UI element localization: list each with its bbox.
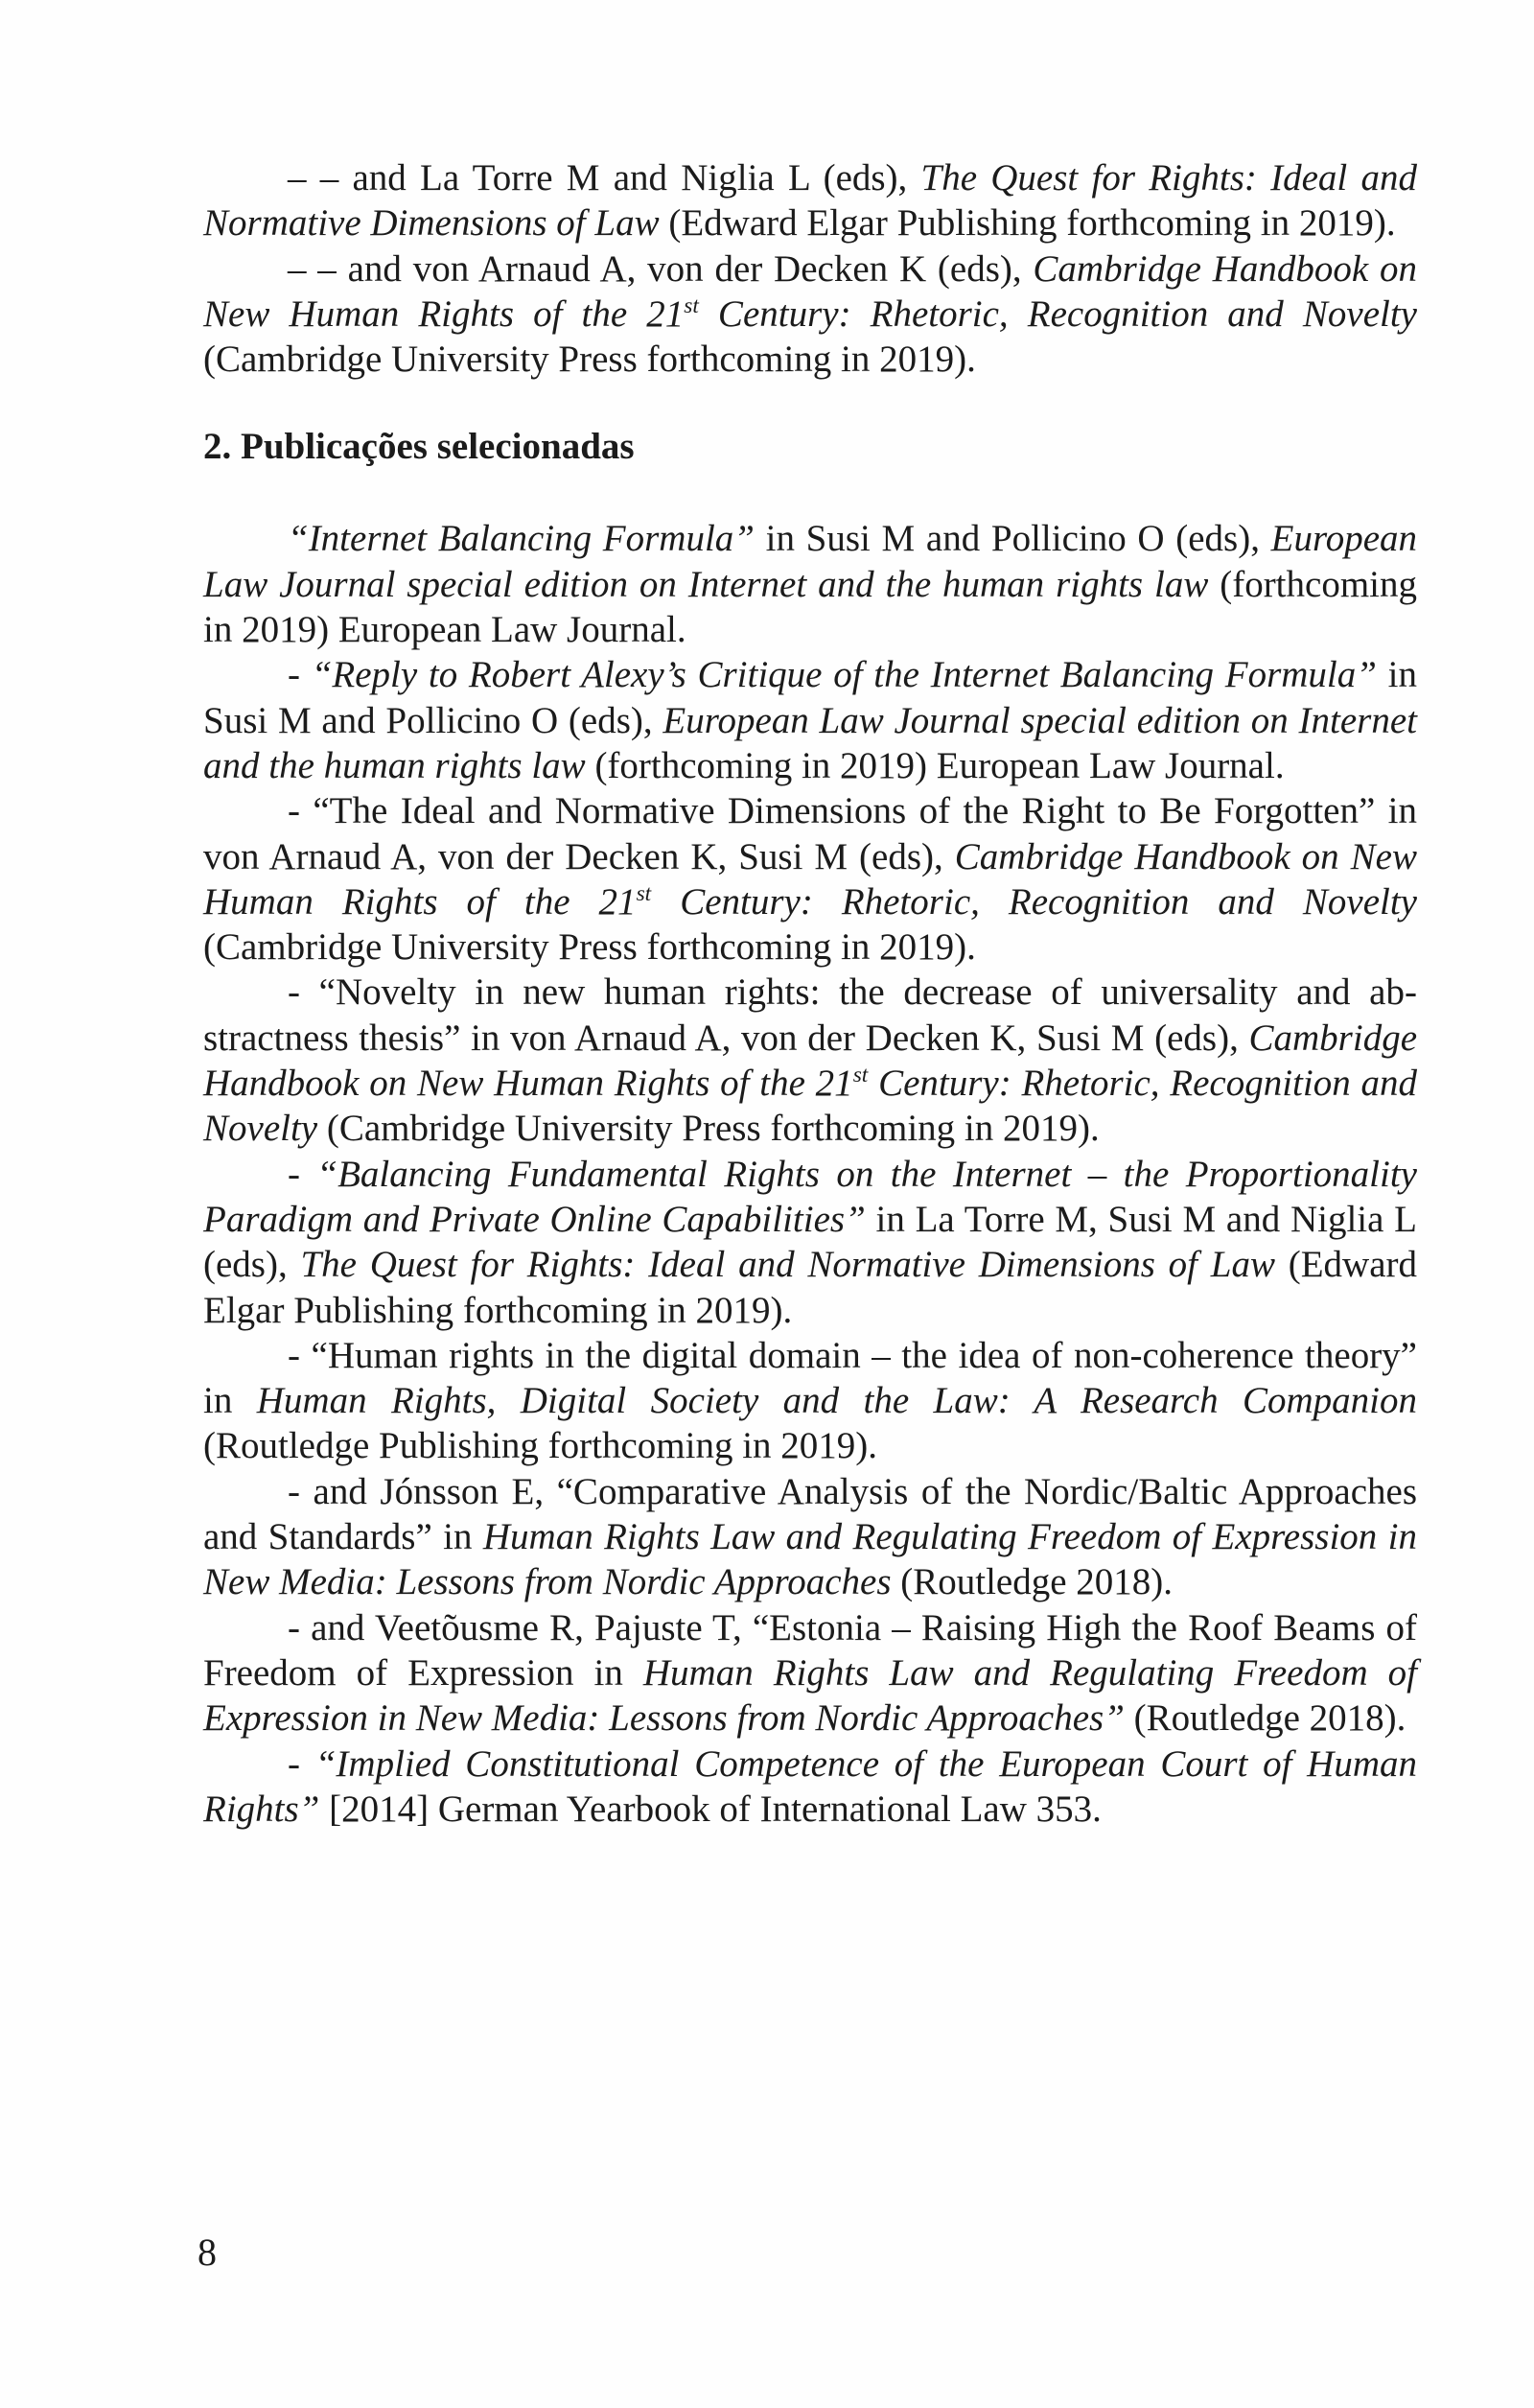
entry-text: (Edward Elgar Publishing forthcoming in 2019). bbox=[659, 202, 1396, 245]
ordinal-superscript: st bbox=[684, 292, 699, 318]
italic-title-text: Cambridge Handbook on New Human Rights of the 21 bbox=[203, 247, 1417, 335]
bibliography-entry bbox=[203, 788, 1417, 970]
entry-text: – – and von Arnaud A, von der Decken K (eds), bbox=[288, 247, 1034, 290]
bibliography-entry bbox=[203, 652, 1417, 788]
entry-text: - and Veetõusme R, Pajuste T, “Estonia – Raising High the Roof Beams of Freedom of Expression in bbox=[203, 1606, 1417, 1694]
italic-title-text: Century: Rhetoric, Recognition and Novelty bbox=[651, 880, 1417, 923]
bibliography-entry bbox=[203, 1605, 1417, 1742]
page-content bbox=[203, 155, 1417, 1832]
page-number: 8 bbox=[198, 2231, 217, 2274]
italic-title-text: Human Rights, Digital Society and the Law: A Research Companion bbox=[256, 1380, 1418, 1422]
italic-title-text: “Reply to Robert Alexy’s Critique of the Internet Balancing Formula” bbox=[311, 654, 1377, 696]
bibliography-entry bbox=[203, 1152, 1417, 1333]
entry-text: - “The Ideal and Normative Dimensions of the Right to Be Forgotten” in von Arnaud A, von der Decken K, Susi M (eds), bbox=[203, 790, 1417, 877]
italic-title-text: The Quest for Rights: Ideal and Normative Dimensions of Law bbox=[203, 157, 1417, 245]
reference-list-continued bbox=[203, 155, 1417, 382]
entry-text: - bbox=[288, 1742, 315, 1785]
entry-text: (Edward Elgar Publishing forthcoming in 2019). bbox=[203, 1244, 1418, 1331]
bibliography-entry bbox=[203, 155, 1417, 246]
italic-title-text: “Balancing Fundamental Rights on the Internet – the Proportionality Paradigm and Private Online Capabilities” bbox=[203, 1153, 1417, 1240]
entry-text: (Routledge 2018). bbox=[891, 1561, 1174, 1603]
entry-text: (forthcoming in 2019) European Law Journal. bbox=[203, 563, 1417, 651]
entry-text: in Susi M and Pollicino O (eds), bbox=[755, 518, 1271, 560]
entry-text: – – and La Torre M and Niglia L (eds), bbox=[288, 157, 921, 199]
bibliography-entry bbox=[203, 516, 1417, 652]
bibliography-entry bbox=[203, 1469, 1417, 1605]
selected-publications-list bbox=[203, 516, 1417, 1832]
entry-text: - and Jónsson E, “Comparative Analysis of the Nordic/Baltic Approaches and Standards” in bbox=[203, 1470, 1417, 1558]
ordinal-superscript: st bbox=[852, 1063, 869, 1088]
italic-title-text: Cambridge Handbook on New Human Rights of the 21 bbox=[203, 835, 1417, 923]
entry-text: - “Human rights in the digital domain – the idea of non-coherence theory” in bbox=[203, 1334, 1417, 1422]
entry-text: - bbox=[288, 654, 312, 696]
bibliography-entry bbox=[203, 246, 1417, 383]
bibliography-entry bbox=[203, 1742, 1417, 1833]
entry-text: (Routledge Publishing forthcoming in 2019). bbox=[203, 1425, 878, 1467]
entry-text: - “Novelty in new human rights: the decrease of universality and abstractness thesis” in von Arnaud A, von der Decken K, Susi M (eds), bbox=[203, 971, 1417, 1059]
entry-text: (Routledge 2018). bbox=[1124, 1697, 1406, 1740]
entry-text: (Cambridge University Press forthcoming in 2019). bbox=[203, 339, 976, 381]
bibliography-entry bbox=[203, 970, 1417, 1151]
entry-text: (Cambridge University Press forthcoming in 2019). bbox=[203, 926, 976, 969]
entry-text: in Susi M and Pollicino O (eds), bbox=[203, 654, 1417, 741]
bibliography-entry bbox=[203, 1333, 1417, 1469]
entry-text: [2014] German Yearbook of International Law 353. bbox=[319, 1788, 1102, 1830]
italic-title-text: Human Rights Law and Regulating Freedom of Expression in New Media: Lessons from Nordic Approaches” bbox=[203, 1651, 1418, 1740]
italic-title-text: Century: Rhetoric, Recognition and Novelty bbox=[203, 1063, 1417, 1150]
section-heading: 2. Publicações selecionadas bbox=[203, 426, 635, 468]
italic-title-text: “Internet Balancing Formula” bbox=[288, 518, 755, 560]
entry-text: in La Torre M, Susi M and Niglia L (eds), bbox=[203, 1198, 1417, 1286]
italic-title-text: Century: Rhetoric, Recognition and Novelty bbox=[698, 292, 1417, 335]
entry-text: (forthcoming in 2019) European Law Journal. bbox=[585, 744, 1285, 786]
entry-text: - bbox=[288, 1153, 317, 1195]
italic-title-text: Human Rights Law and Regulating Freedom of Expression in New Media: Lessons from Nordic Approaches bbox=[203, 1516, 1418, 1603]
italic-title-text: Cambridge Handbook on New Human Rights of the 21 bbox=[203, 1017, 1417, 1105]
ordinal-superscript: st bbox=[636, 880, 652, 906]
italic-title-text: European Law Journal special edition on Internet and the human rights law bbox=[203, 699, 1417, 786]
italic-title-text: “Implied Constitutional Competence of the European Court of Human Rights” bbox=[203, 1742, 1417, 1830]
italic-title-text: European Law Journal special edition on Internet and the human rights law bbox=[203, 518, 1418, 605]
entry-text: (Cambridge University Press forthcoming in 2019). bbox=[317, 1108, 1100, 1150]
italic-title-text: The Quest for Rights: Ideal and Normative Dimensions of Law bbox=[300, 1244, 1275, 1286]
